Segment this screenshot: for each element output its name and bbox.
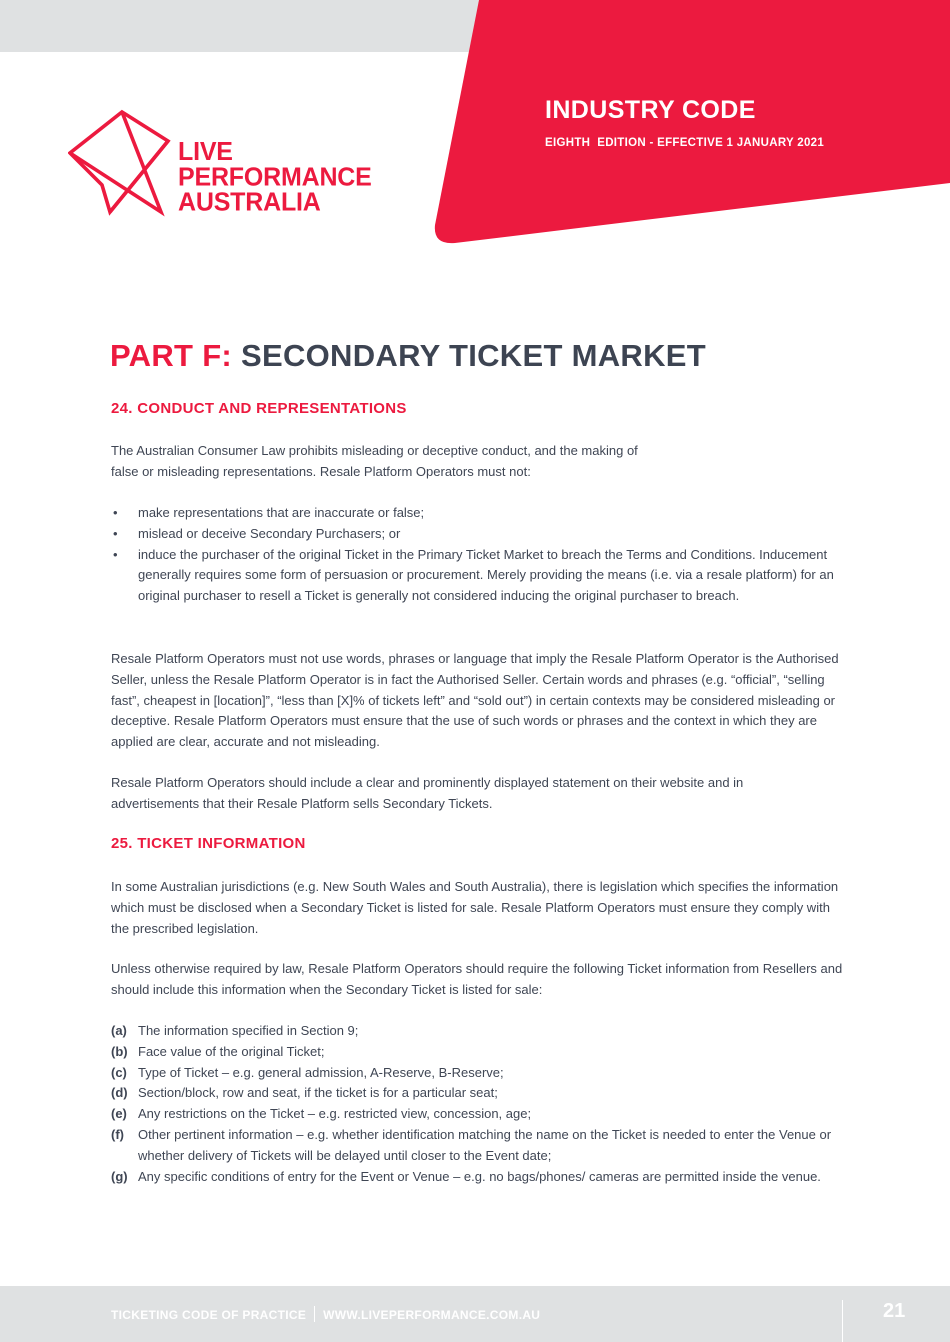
- list-marker: (f): [111, 1126, 124, 1142]
- industry-code-title: INDUSTRY CODE: [545, 96, 756, 124]
- list-item: [111, 1083, 856, 1104]
- logo-wordmark: [178, 139, 372, 215]
- bullet-icon: •: [113, 525, 118, 541]
- footer-divider: [842, 1300, 843, 1342]
- list-item-text: Other pertinent information – e.g. whether identification matching the name on the Ticket is needed to enter the Venue or whether delivery of Tickets will be delayed until closer to the Event date;: [138, 1126, 832, 1163]
- edition-subtitle: EIGHTH EDITION - EFFECTIVE 1 JANUARY 2021: [545, 137, 825, 149]
- section-25-paragraph-1: In some Australian jurisdictions (e.g. New South Wales and South Australia), there is legislation which specifies the information which must be disclosed when a Secondary Ticket is listed for sale. Resale Platform Operators must ensure they comply with the prescribed legislation.: [111, 879, 839, 936]
- list-item: [111, 1021, 856, 1042]
- list-item: [111, 1042, 856, 1063]
- intro-line-1: The Australian Consumer Law prohibits misleading or deceptive conduct, and the making of: [111, 443, 638, 458]
- list-item-text: The information specified in Section 9;: [138, 1023, 359, 1038]
- list-item-text: Any specific conditions of entry for the Event or Venue – e.g. no bags/phones/ cameras are permitted inside the venue.: [138, 1168, 821, 1184]
- list-marker: (e): [111, 1106, 127, 1122]
- list-item: [111, 1125, 856, 1167]
- part-prefix: PART F:: [110, 338, 233, 373]
- logo-line-1: LIVE: [178, 137, 233, 167]
- section-25-paragraph-2: Unless otherwise required by law, Resale Platform Operators should require the following Ticket information from Resellers and should include this information when the Secondary Ticket is listed for sale:: [111, 961, 843, 997]
- ticket-info-list: [111, 1021, 856, 1187]
- footer-separator: [314, 1306, 315, 1322]
- part-title-text: SECONDARY TICKET MARKET: [240, 338, 707, 373]
- section-24-heading: 24. CONDUCT AND REPRESENTATIONS: [111, 400, 407, 417]
- section-24-intro: [111, 441, 851, 483]
- section-24-paragraph-2: Resale Platform Operators must not use words, phrases or language that imply the Resale Platform Operator is the Authorised Seller, unless the Resale Platform Operator is in fact the Authorised Seller. Certain words and phrases (e.g. “official”, “selling fast”, cheapest in [location]”, “less than [X]% of tickets left” and “sold out”) in certain contexts may be considered misleading or deceptive. Resale Platform Operators must ensure that the use of such words or phrases and the context in which they are applied are clear, accurate and not misleading.: [111, 651, 839, 750]
- list-item-text: Section/block, row and seat, if the ticket is for a particular seat;: [138, 1085, 498, 1101]
- list-marker: (b): [111, 1043, 128, 1059]
- list-item-text: Any restrictions on the Ticket – e.g. restricted view, concession, age;: [138, 1106, 532, 1122]
- list-item-text: Type of Ticket – e.g. general admission, A-Reserve, B-Reserve;: [138, 1064, 504, 1080]
- bullet-text: induce the purchaser of the original Ticket in the Primary Ticket Market to breach the Terms and Conditions. Inducement generally requires some form of persuasion or procurement. Merely providing the means (i.e. via a resale platform) for an original purchaser to resell a Ticket is generally not considered inducing the original purchaser to breach.: [138, 546, 834, 604]
- bullet-icon: •: [113, 505, 118, 520]
- section-25-heading: 25. TICKET INFORMATION: [111, 835, 306, 852]
- intro-line-2: false or misleading representations. Resale Platform Operators must not:: [111, 463, 531, 479]
- list-item: [111, 545, 851, 607]
- logo-line-2: PERFORMANCE: [178, 162, 372, 192]
- page-title: [110, 338, 706, 374]
- list-item-text: Face value of the original Ticket;: [138, 1043, 325, 1059]
- page-number: 21: [883, 1300, 906, 1322]
- page-footer: [0, 1286, 950, 1342]
- list-item: [111, 1063, 856, 1084]
- list-item: [111, 503, 851, 524]
- list-item: [111, 1167, 856, 1188]
- bullet-text: make representations that are inaccurate or false;: [138, 505, 425, 520]
- bullet-icon: •: [113, 546, 118, 562]
- section-24-paragraph-3: Resale Platform Operators should include a clear and prominently displayed statement on their website and in advertisements that their Resale Platform sells Secondary Tickets.: [111, 775, 744, 811]
- footer-document-name: TICKETING CODE OF PRACTICE: [111, 1308, 307, 1322]
- logo-line-3: AUSTRALIA: [178, 187, 321, 217]
- list-item: [111, 524, 851, 545]
- list-marker: (g): [111, 1168, 128, 1184]
- bullet-text: mislead or deceive Secondary Purchasers; or: [138, 525, 401, 541]
- footer-text: [111, 1306, 540, 1322]
- list-marker: (a): [111, 1023, 127, 1038]
- list-item: [111, 1104, 856, 1125]
- footer-website-link[interactable]: WWW.LIVEPERFORMANCE.COM.AU: [323, 1308, 541, 1322]
- conduct-bullet-list: [111, 503, 851, 607]
- list-marker: (d): [111, 1085, 128, 1101]
- list-marker: (c): [111, 1064, 127, 1080]
